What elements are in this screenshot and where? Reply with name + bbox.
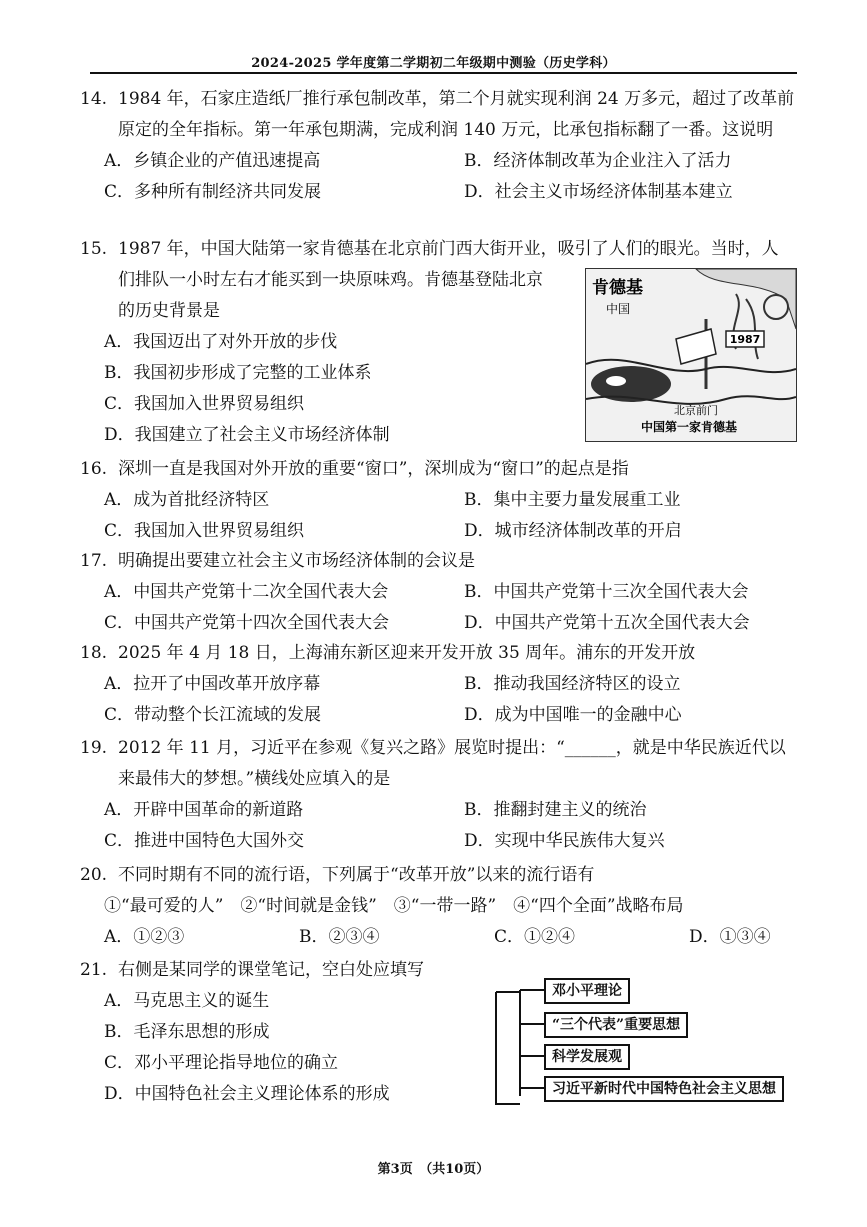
figure-caption-1: 北京前门 bbox=[674, 404, 718, 417]
option-c[interactable]: C．中国共产党第十四次全国代表大会 bbox=[104, 613, 390, 633]
option-c[interactable]: C．邓小平理论指导地位的确立 bbox=[104, 1053, 339, 1073]
question-number: 20. bbox=[80, 865, 108, 885]
question-stem: 1984 年，石家庄造纸厂推行承包制改革，第二个月就实现利润 24 万多元，超过了改革前原定的全年指标。第一年承包期满，完成利润 140 万元，比承包指标翻了一番。这说明 bbox=[118, 89, 795, 140]
question-21 bbox=[80, 955, 467, 1110]
notes-bracket bbox=[492, 976, 552, 1106]
class-notes-diagram bbox=[492, 976, 812, 1106]
question-stem: 不同时期有不同的流行语，下列属于“改革开放”以来的流行语有 bbox=[118, 865, 595, 885]
question-16 bbox=[80, 454, 797, 547]
option-d[interactable]: D．中国特色社会主义理论体系的形成 bbox=[104, 1084, 390, 1104]
question-stem-line-3: 的历史背景是 bbox=[118, 301, 220, 321]
question-stem: 明确提出要建立社会主义市场经济体制的会议是 bbox=[118, 551, 475, 571]
question-20 bbox=[80, 860, 797, 953]
option-a[interactable]: A．成为首批经济特区 bbox=[104, 490, 270, 510]
option-a[interactable]: A．中国共产党第十二次全国代表大会 bbox=[104, 582, 389, 602]
option-b[interactable]: B．我国初步形成了完整的工业体系 bbox=[104, 363, 372, 383]
option-c[interactable]: C．推进中国特色大国外交 bbox=[104, 831, 305, 851]
question-number: 14. bbox=[80, 89, 108, 109]
option-a[interactable]: A．①②③ bbox=[104, 927, 185, 947]
option-d[interactable]: D．实现中华民族伟大复兴 bbox=[464, 831, 665, 851]
option-b[interactable]: B．经济体制改革为企业注入了活力 bbox=[464, 151, 732, 171]
kfc-cartoon-figure bbox=[585, 268, 797, 442]
question-stem: 深圳一直是我国对外开放的重要“窗口”，深圳成为“窗口”的起点是指 bbox=[118, 459, 629, 479]
option-b[interactable]: B．推翻封建主义的统治 bbox=[464, 800, 647, 820]
question-19 bbox=[80, 733, 797, 857]
question-number: 16. bbox=[80, 459, 108, 479]
option-d[interactable]: D．成为中国唯一的金融中心 bbox=[464, 705, 682, 725]
option-c[interactable]: C．我国加入世界贸易组织 bbox=[104, 521, 305, 541]
option-b[interactable]: B．推动我国经济特区的设立 bbox=[464, 674, 681, 694]
page-header: 2024-2025 学年度第二学期初二年级期中测验（历史学科） bbox=[251, 56, 616, 71]
note-scientific-outlook: 科学发展观 bbox=[544, 1044, 630, 1070]
option-a[interactable]: A．乡镇企业的产值迅速提高 bbox=[104, 151, 321, 171]
question-stem: 2025 年 4 月 18 日，上海浦东新区迎来开发开放 35 周年。浦东的开发开放 bbox=[118, 643, 696, 663]
option-d[interactable]: D．社会主义市场经济体制基本建立 bbox=[464, 182, 733, 202]
option-c[interactable]: C．带动整个长江流域的发展 bbox=[104, 705, 322, 725]
option-b[interactable]: B．集中主要力量发展重工业 bbox=[464, 490, 681, 510]
option-a[interactable]: A．我国迈出了对外开放的步伐 bbox=[104, 332, 338, 352]
figure-year: 1987 bbox=[729, 333, 761, 346]
question-number: 18. bbox=[80, 643, 108, 663]
question-number: 19. bbox=[80, 738, 108, 758]
option-d[interactable]: D．中国共产党第十五次全国代表大会 bbox=[464, 613, 750, 633]
option-b[interactable]: B．毛泽东思想的形成 bbox=[104, 1022, 270, 1042]
option-c[interactable]: C．我国加入世界贸易组织 bbox=[104, 394, 305, 414]
question-stem: 2012 年 11 月，习近平在参观《复兴之路》展览时提出：“______，就是中华民族近代以来最伟大的梦想。”横线处应填入的是 bbox=[118, 738, 786, 789]
question-number: 17. bbox=[80, 551, 108, 571]
header-rule bbox=[90, 72, 797, 74]
question-stem: 右侧是某同学的课堂笔记，空白处应填写 bbox=[118, 960, 424, 980]
figure-caption-2: 中国第一家肯德基 bbox=[641, 420, 738, 434]
option-c[interactable]: C．①②④ bbox=[494, 927, 576, 947]
figure-country: 中国 bbox=[606, 302, 631, 316]
option-a[interactable]: A．马克思主义的诞生 bbox=[104, 991, 270, 1011]
note-xi-thought: 习近平新时代中国特色社会主义思想 bbox=[544, 1076, 784, 1102]
question-number: 21. bbox=[80, 960, 108, 980]
kfc-cartoon-illustration bbox=[586, 269, 796, 441]
question-stem-line-2: 们排队一小时左右才能买到一块原味鸡。肯德基登陆北京 bbox=[118, 270, 543, 290]
question-number: 15. bbox=[80, 239, 108, 259]
note-three-represents: “三个代表”重要思想 bbox=[544, 1012, 688, 1038]
option-a[interactable]: A．拉开了中国改革开放序幕 bbox=[104, 674, 321, 694]
note-deng-xiaoping-theory: 邓小平理论 bbox=[544, 978, 630, 1004]
option-d[interactable]: D．①③④ bbox=[689, 927, 771, 947]
option-a[interactable]: A．开辟中国革命的新道路 bbox=[104, 800, 304, 820]
page-footer: 第3页 （共10页） bbox=[377, 1162, 490, 1177]
option-d[interactable]: D．我国建立了社会主义市场经济体制 bbox=[104, 425, 390, 445]
figure-title: 肯德基 bbox=[592, 278, 643, 298]
question-items: ①“最可爱的人” ②“时间就是金钱” ③“一带一路” ④“四个全面”战略布局 bbox=[104, 896, 684, 916]
question-stem-line-1: 1987 年，中国大陆第一家肯德基在北京前门西大街开业，吸引了人们的眼光。当时，人 bbox=[118, 239, 779, 259]
option-b[interactable]: B．中国共产党第十三次全国代表大会 bbox=[464, 582, 749, 602]
option-b[interactable]: B．②③④ bbox=[299, 927, 380, 947]
question-14 bbox=[80, 84, 797, 208]
question-17 bbox=[80, 546, 797, 639]
option-d[interactable]: D．城市经济体制改革的开启 bbox=[464, 521, 682, 541]
option-c[interactable]: C．多种所有制经济共同发展 bbox=[104, 182, 322, 202]
question-18 bbox=[80, 638, 797, 731]
